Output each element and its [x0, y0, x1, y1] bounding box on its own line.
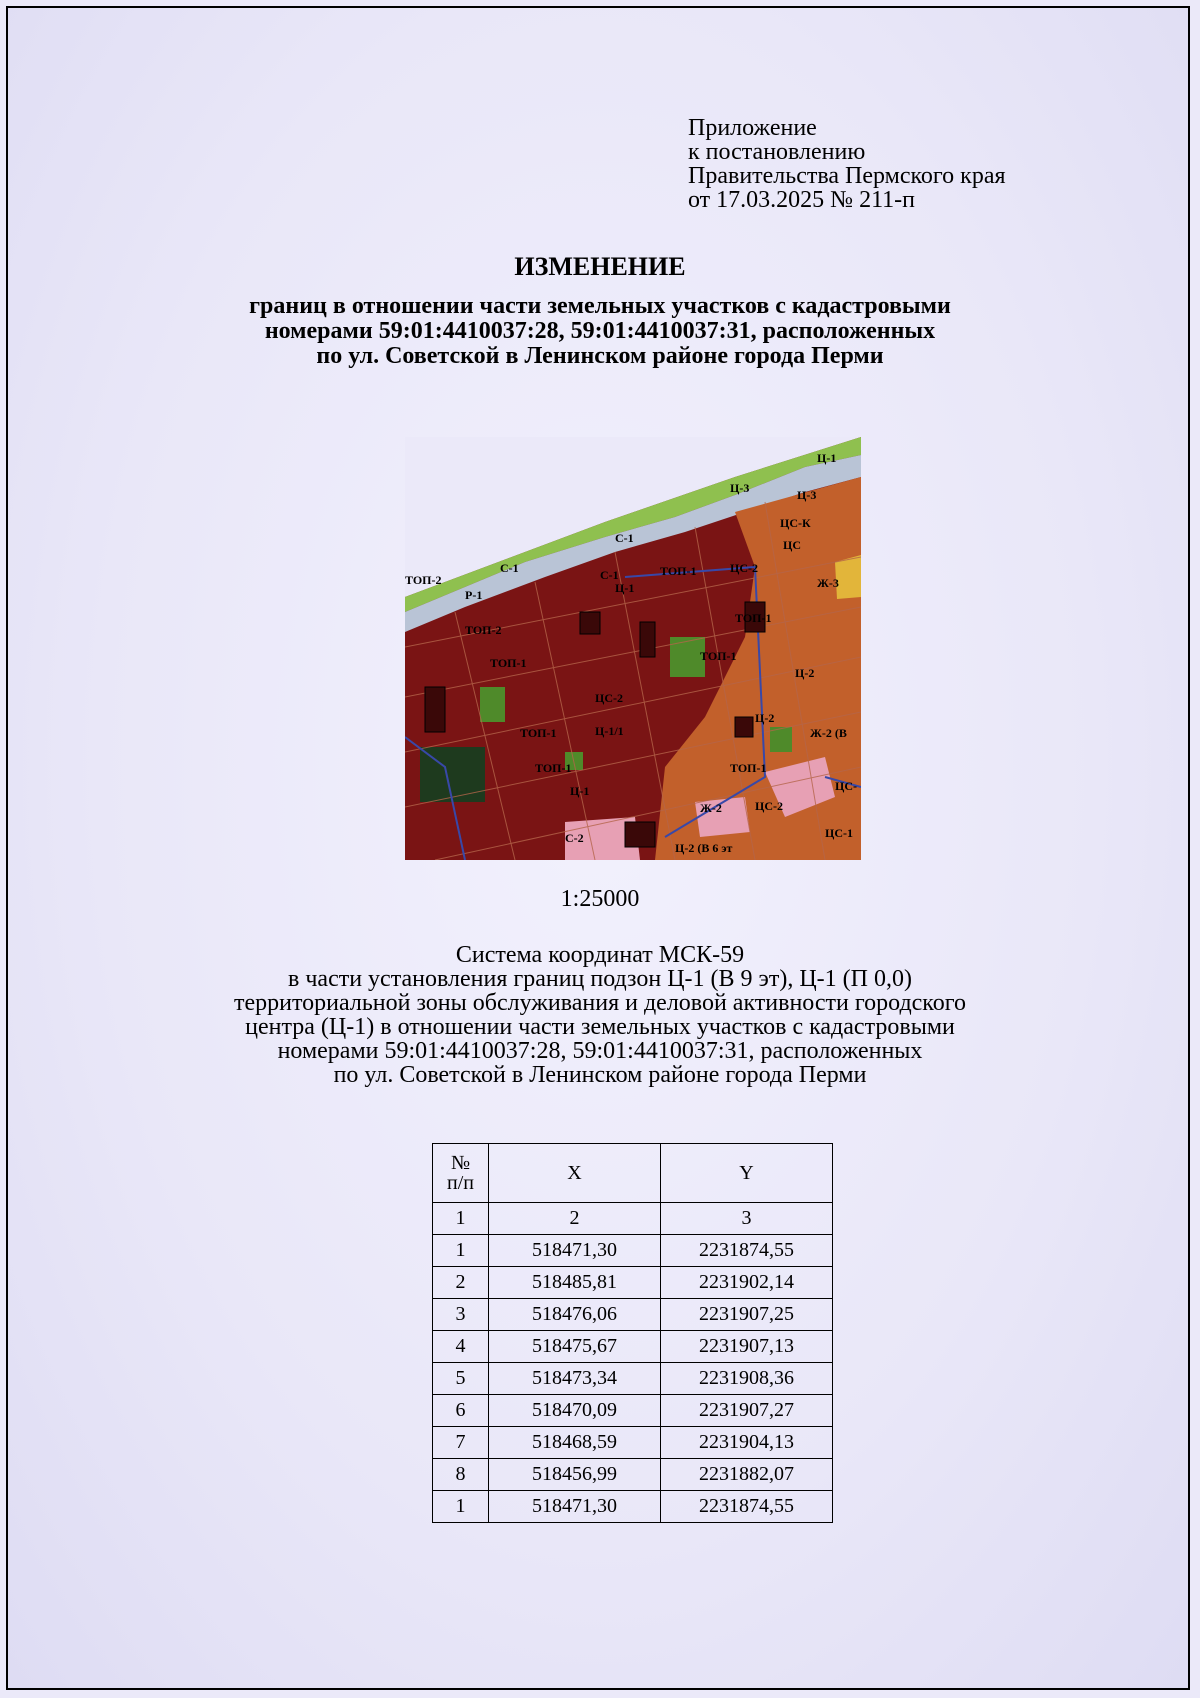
map-scale: 1:25000 — [560, 886, 640, 912]
zone-label: ТОП-1 — [660, 564, 697, 578]
zone-label: С-2 — [565, 831, 584, 845]
table-row — [433, 1395, 833, 1427]
zone-label: ЦС-2 — [730, 561, 758, 575]
table-row — [433, 1235, 833, 1267]
zone-label: ТОП-1 — [700, 649, 737, 663]
zone-label: Ж-3 — [817, 576, 839, 590]
x-value-cell: 518471,30 — [489, 1235, 661, 1267]
zone-park — [480, 687, 505, 722]
point-number-cell: 7 — [433, 1427, 489, 1459]
appendix-line: Правительства Пермского края — [688, 163, 1006, 189]
zone-label: ТОП-1 — [490, 656, 527, 670]
appendix-line: Приложение — [688, 115, 817, 141]
document-subtitle — [100, 294, 1100, 369]
description-line: центра (Ц-1) в отношении части земельных участков с кадастровыми — [245, 1014, 955, 1040]
point-number-cell: 1 — [433, 1235, 489, 1267]
zone-label: Ц-2 — [795, 666, 815, 680]
point-number-cell: 5 — [433, 1363, 489, 1395]
index-cell: 2 — [489, 1203, 661, 1235]
description-line: Система координат МСК-59 — [455, 942, 745, 968]
coordinate-system-description — [100, 943, 1100, 1087]
y-value-cell: 2231907,25 — [661, 1299, 833, 1331]
y-value-cell: 2231904,13 — [661, 1427, 833, 1459]
zone-label: Ж-2 — [700, 801, 722, 815]
zone-label: Ц-2 — [755, 711, 775, 725]
appendix-block — [688, 116, 1006, 212]
header-x: X — [489, 1144, 661, 1203]
x-value-cell: 518471,30 — [489, 1491, 661, 1523]
zoning-map — [405, 437, 861, 860]
zone-label: Ц-1/1 — [595, 724, 624, 738]
appendix-line: к постановлению — [688, 139, 866, 165]
appendix-line: от 17.03.2025 № 211-п — [688, 187, 916, 213]
header-number: № п/п — [433, 1144, 489, 1203]
zone-label: Ц-1 — [615, 581, 635, 595]
table-row — [433, 1491, 833, 1523]
index-cell: 3 — [661, 1203, 833, 1235]
zone-label: ЦС- — [835, 779, 857, 793]
zone-label: Ц-1 — [817, 451, 837, 465]
point-number-cell: 8 — [433, 1459, 489, 1491]
zone-label: ЦС — [783, 538, 801, 552]
table-row — [433, 1363, 833, 1395]
table-index-row — [433, 1203, 833, 1235]
zone-label: ТОП-2 — [405, 573, 442, 587]
zone-label: ЦС-К — [780, 516, 811, 530]
zone-label: ТОП-1 — [730, 761, 767, 775]
description-line: в части установления границ подзон Ц-1 (В 9 эт), Ц-1 (П 0,0) — [288, 966, 912, 992]
zone-label: Ц-2 (В 6 эт — [675, 841, 733, 855]
zone-label: ЦС-1 — [825, 826, 853, 840]
table-body — [433, 1235, 833, 1523]
x-value-cell: 518470,09 — [489, 1395, 661, 1427]
zone-label: ТОП-1 — [520, 726, 557, 740]
table-row — [433, 1427, 833, 1459]
x-value-cell: 518476,06 — [489, 1299, 661, 1331]
zone-label: С-1 — [500, 561, 519, 575]
zone-label: ЦС-2 — [595, 691, 623, 705]
coordinates-table — [432, 1143, 833, 1523]
subtitle-line: границ в отношении части земельных участков с кадастровыми — [249, 293, 951, 319]
y-value-cell: 2231902,14 — [661, 1267, 833, 1299]
point-number-cell: 6 — [433, 1395, 489, 1427]
zone-label: ТОП-1 — [735, 611, 772, 625]
point-number-cell: 2 — [433, 1267, 489, 1299]
point-number-cell: 3 — [433, 1299, 489, 1331]
y-value-cell: 2231882,07 — [661, 1459, 833, 1491]
index-cell: 1 — [433, 1203, 489, 1235]
point-number-cell: 4 — [433, 1331, 489, 1363]
header-y: Y — [661, 1144, 833, 1203]
table-header-row — [433, 1144, 833, 1203]
zone-label: ЦС-2 — [755, 799, 783, 813]
zone-label: ТОП-1 — [535, 761, 572, 775]
zoning-map-image — [405, 437, 861, 860]
zone-label: С-1 — [615, 531, 634, 545]
zone-label: Ц-1 — [570, 784, 590, 798]
zone-label: С-1 — [600, 568, 619, 582]
y-value-cell: 2231874,55 — [661, 1491, 833, 1523]
subtitle-line: по ул. Советской в Ленинском районе города Перми — [316, 343, 884, 369]
description-line: территориальной зоны обслуживания и деловой активности городского — [233, 990, 966, 1016]
y-value-cell: 2231907,27 — [661, 1395, 833, 1427]
y-value-cell: 2231908,36 — [661, 1363, 833, 1395]
x-value-cell: 518473,34 — [489, 1363, 661, 1395]
zone-label: Ц-3 — [797, 488, 817, 502]
description-line: номерами 59:01:4410037:28, 59:01:4410037:31, расположенных — [277, 1038, 923, 1064]
subtitle-line: номерами 59:01:4410037:28, 59:01:4410037:31, расположенных — [264, 318, 936, 344]
zone-label: Ц-3 — [730, 481, 750, 495]
y-value-cell: 2231907,13 — [661, 1331, 833, 1363]
table-row — [433, 1267, 833, 1299]
x-value-cell: 518485,81 — [489, 1267, 661, 1299]
x-value-cell: 518475,67 — [489, 1331, 661, 1363]
document-title: ИЗМЕНЕНИЕ — [514, 252, 686, 281]
zone-label: ТОП-2 — [465, 623, 502, 637]
x-value-cell: 518456,99 — [489, 1459, 661, 1491]
table-row — [433, 1459, 833, 1491]
zone-label: Ж-2 (В — [810, 726, 847, 740]
point-number-cell: 1 — [433, 1491, 489, 1523]
table-row — [433, 1331, 833, 1363]
x-value-cell: 518468,59 — [489, 1427, 661, 1459]
table-row — [433, 1299, 833, 1331]
zone-label: Р-1 — [465, 588, 483, 602]
y-value-cell: 2231874,55 — [661, 1235, 833, 1267]
description-line: по ул. Советской в Ленинском районе города Перми — [333, 1062, 867, 1088]
